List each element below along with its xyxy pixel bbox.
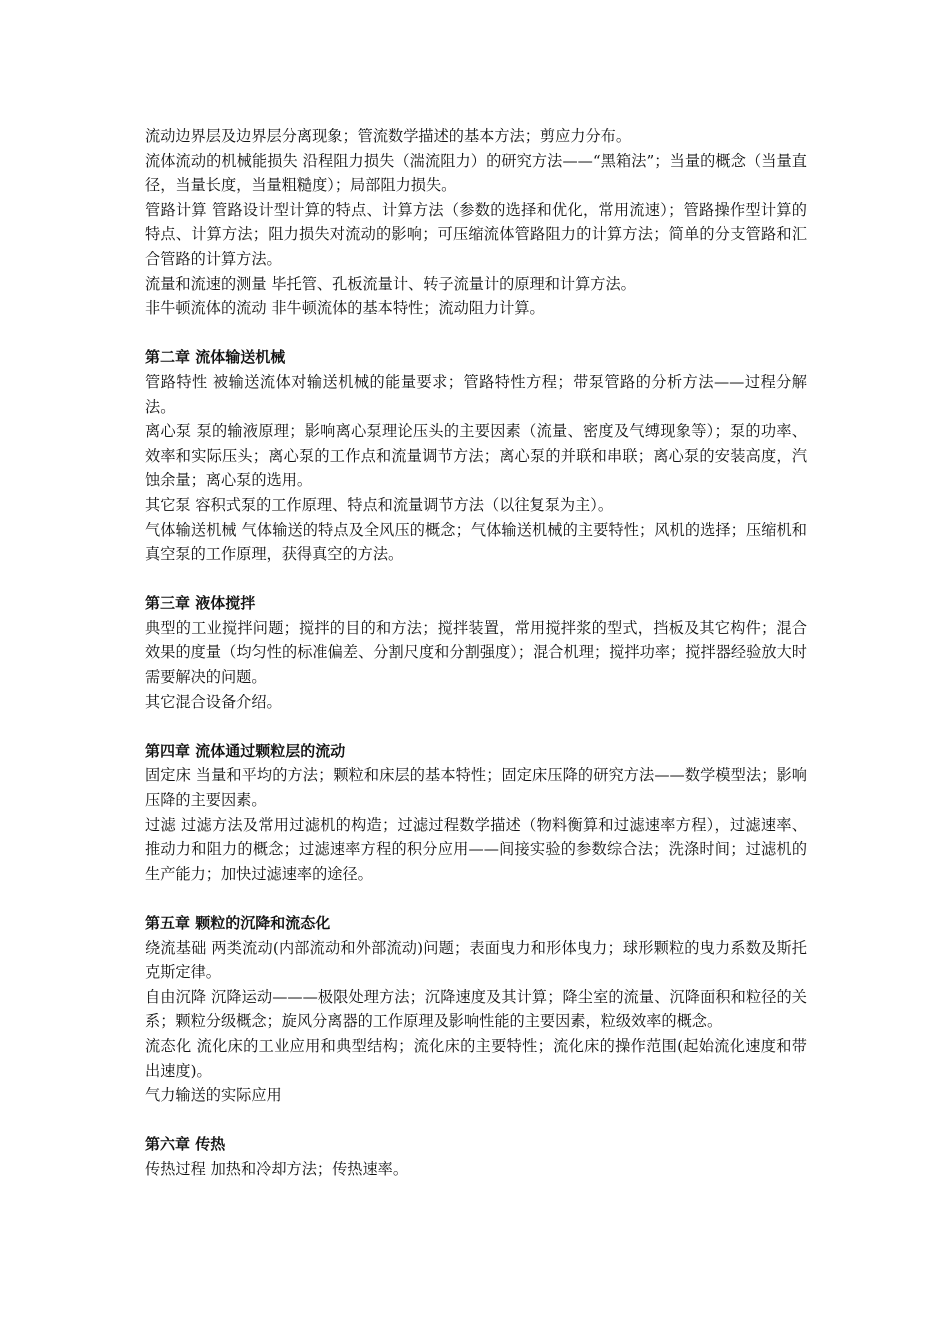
paragraph: 气力输送的实际应用 <box>145 1086 282 1105</box>
paragraph: 流量和流速的测量 毕托管、孔板流量计、转子流量计的原理和计算方法。 <box>145 274 636 293</box>
paragraph: 其它混合设备介绍。 <box>145 692 282 711</box>
intro-section <box>145 124 807 321</box>
paragraph: 管路计算 管路设计型计算的特点、计算方法（参数的选择和优化，常用流速）；管路操作型计算的特点、计算方法；阻力损失对流动的影响；可压缩流体管路阻力的计算方法；简单的分支管路和汇合管路的计算方法。 <box>145 200 807 268</box>
chapter-5-section <box>145 911 807 1108</box>
paragraph: 绕流基础 两类流动(内部流动和外部流动)问题；表面曳力和形体曳力；球形颗粒的曳力系数及斯托克斯定律。 <box>145 938 807 982</box>
chapter-heading: 第五章 颗粒的沉降和流态化 <box>145 914 331 932</box>
paragraph: 流态化 流化床的工业应用和典型结构；流化床的主要特性；流化床的操作范围(起始流化速度和带出速度)。 <box>145 1036 807 1080</box>
paragraph: 固定床 当量和平均的方法；颗粒和床层的基本特性；固定床压降的研究方法——数学模型法；影响压降的主要因素。 <box>145 766 807 810</box>
paragraph: 典型的工业搅拌问题；搅拌的目的和方法；搅拌装置，常用搅拌浆的型式，挡板及其它构件；混合效果的度量（均匀性的标准偏差、分割尺度和分割强度）；混合机理；搅拌功率；搅拌器经验放大时需要解决的问题。 <box>145 618 807 687</box>
paragraph: 过滤 过滤方法及常用过滤机的构造；过滤过程数学描述（物料衡算和过滤速率方程），过滤速率、推动力和阻力的概念；过滤速率方程的积分应用——间接实验的参数综合法；洗涤时间；过滤机的生产能力；加快过滤速率的途径。 <box>145 815 807 883</box>
paragraph: 气体输送机械 气体输送的特点及全风压的概念；气体输送机械的主要特性；风机的选择；压缩机和真空泵的工作原理，获得真空的方法。 <box>145 520 807 564</box>
chapter-heading: 第三章 液体搅拌 <box>145 594 256 613</box>
paragraph: 管路特性 被输送流体对输送机械的能量要求；管路特性方程；带泵管路的分析方法——过程分解法。 <box>145 372 807 416</box>
paragraph: 其它泵 容积式泵的工作原理、特点和流量调节方法（以往复泵为主）。 <box>145 495 614 514</box>
chapter-heading: 第六章 传热 <box>145 1135 226 1154</box>
chapter-6-section <box>145 1132 807 1181</box>
paragraph: 流动边界层及边界层分离现象；管流数学描述的基本方法；剪应力分布。 <box>145 127 631 145</box>
paragraph: 离心泵 泵的输液原理；影响离心泵理论压头的主要因素（流量、密度及气缚现象等）；泵的功率、效率和实际压头；离心泵的工作点和流量调节方法；离心泵的并联和串联；离心泵的安装高度，汽蚀余量；离心泵的选用。 <box>145 422 807 490</box>
paragraph: 流体流动的机械能损失 沿程阻力损失（湍流阻力）的研究方法——“黑箱法”；当量的概念（当量直径，当量长度，当量粗糙度）；局部阻力损失。 <box>145 151 807 195</box>
paragraph: 传热过程 加热和冷却方法；传热速率。 <box>145 1159 409 1178</box>
chapter-4-section <box>145 739 807 887</box>
chapter-heading: 第二章 流体输送机械 <box>145 348 286 367</box>
paragraph: 自由沉降 沉降运动———极限处理方法；沉降速度及其计算；降尘室的流量、沉降面积和粒径的关系；颗粒分级概念；旋风分离器的工作原理及影响性能的主要因素，粒级效率的概念。 <box>145 987 807 1031</box>
chapter-2-section <box>145 345 807 566</box>
document-page <box>145 124 807 1182</box>
paragraph: 非牛顿流体的流动 非牛顿流体的基本特性；流动阻力计算。 <box>145 299 545 318</box>
chapter-heading: 第四章 流体通过颗粒层的流动 <box>145 741 346 760</box>
chapter-3-section <box>145 591 807 714</box>
